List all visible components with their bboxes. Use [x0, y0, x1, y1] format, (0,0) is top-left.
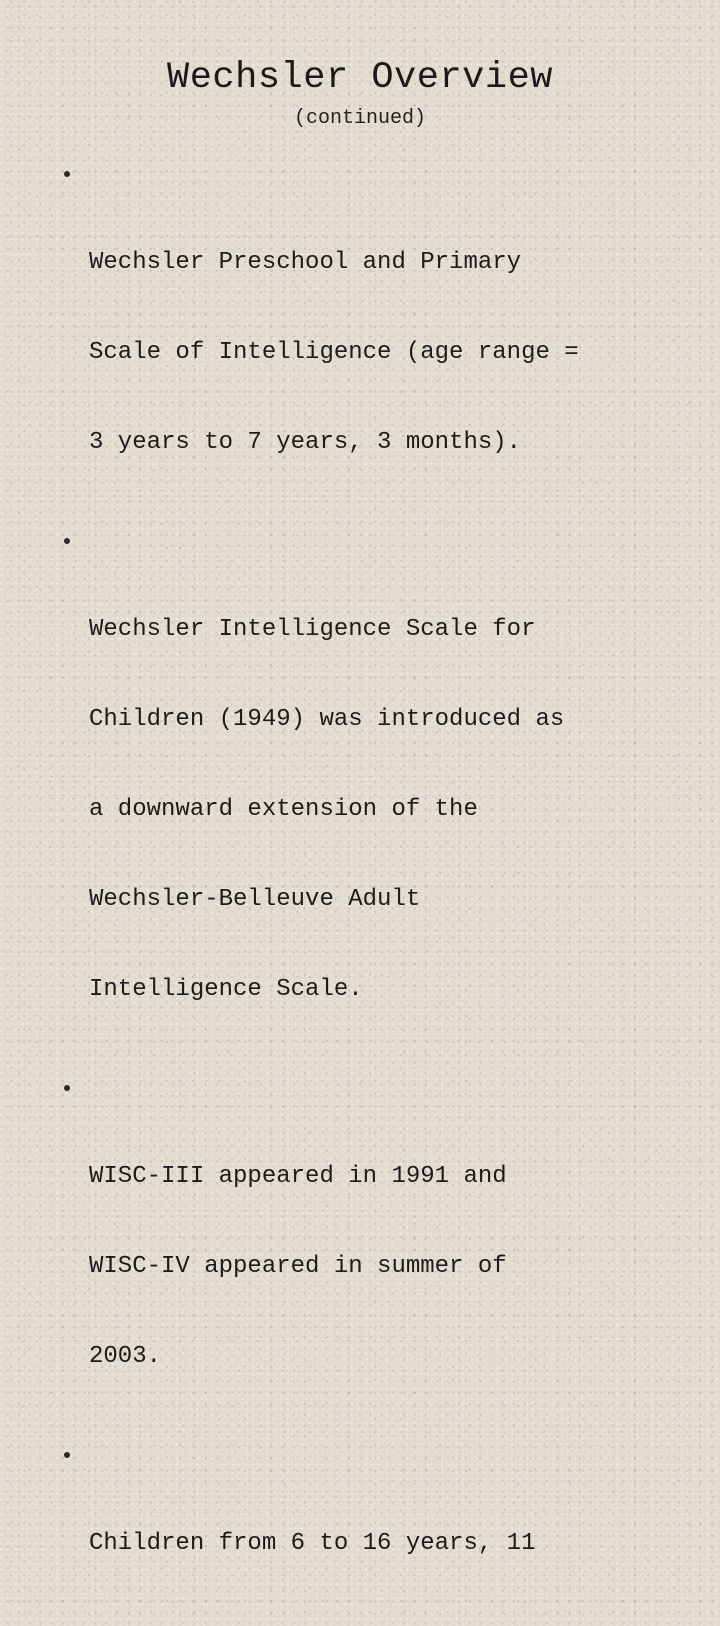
bullet-icon [64, 538, 70, 544]
bullet-line: Children (1949) was introduced as [89, 706, 565, 733]
slide-title: Wechsler Overview [167, 57, 553, 99]
bullet-line: Wechsler Preschool and Primary [89, 249, 522, 276]
bullet-list [62, 158, 662, 1626]
bullet-icon [64, 1085, 70, 1091]
bullet-line: 3 years to 7 years, 3 months). [89, 429, 522, 456]
slide-subtitle: (continued) [293, 107, 427, 130]
bullet-item-wisc-versions [62, 1072, 662, 1432]
bullet-line: Scale of Intelligence (age range = [89, 339, 579, 366]
bullet-icon [64, 171, 70, 177]
bullet-line: WISC-IV appeared in summer of [89, 1253, 507, 1280]
bullet-line: Wechsler Intelligence Scale for [89, 616, 536, 643]
bullet-line: Intelligence Scale. [89, 976, 363, 1003]
bullet-item-preschool [62, 158, 662, 518]
bullet-line: Wechsler-Belleuve Adult [89, 886, 421, 913]
bullet-line: WISC-III appeared in 1991 and [89, 1163, 507, 1190]
bullet-line: 2003. [89, 1343, 162, 1370]
bullet-icon [64, 1452, 70, 1458]
bullet-line: Children from 6 to 16 years, 11 [89, 1530, 536, 1557]
bullet-item-age-range [62, 1439, 662, 1619]
bullet-line: a downward extension of the [89, 796, 478, 823]
bullet-item-wisc [62, 525, 662, 1065]
